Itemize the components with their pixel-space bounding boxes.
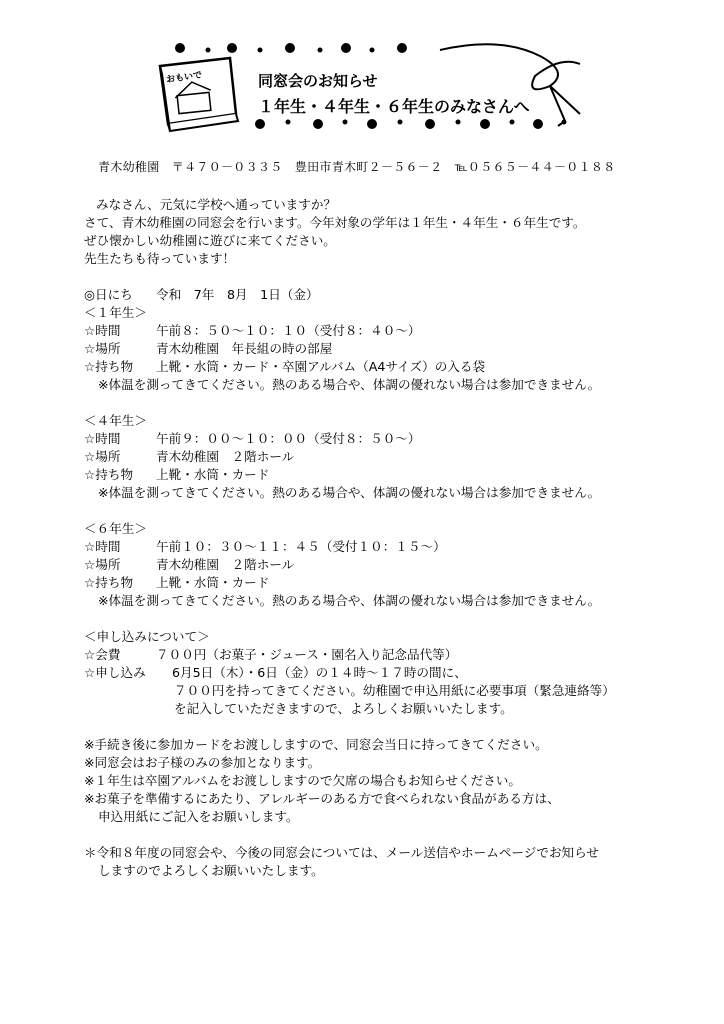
items-label: ☆持ち物 bbox=[84, 467, 134, 482]
intro-line: みなさん、元気に学校へ通っていますか？ bbox=[96, 197, 337, 212]
page-title: 同窓会のお知らせ bbox=[258, 72, 378, 90]
intro-line: 先生たちも待っています！ bbox=[84, 251, 236, 266]
kindergarten-address: 青木幼稚園 〒４７０－０３３５ 豊田市青木町２－５６－２ ℡０５６５－４４－０１８８ bbox=[98, 160, 616, 174]
items-value: 上靴・水筒・カード bbox=[156, 575, 270, 590]
grade-heading: ＜４年生＞ bbox=[84, 413, 147, 428]
book-badge-text: おもいで bbox=[165, 70, 203, 86]
date-line bbox=[84, 286, 714, 304]
place-label: ☆場所 bbox=[84, 449, 121, 464]
place-label: ☆場所 bbox=[84, 557, 121, 572]
apply-line: ７００円を持ってきてください。幼稚園で申込用紙に必要事項（緊急連絡等） bbox=[174, 683, 615, 698]
place-value: 青木幼稚園 ２階ホール bbox=[156, 449, 295, 464]
note-line: ※手続き後に参加カードをお渡ししますので、同窓会当日に持ってきてください。 bbox=[84, 737, 548, 752]
time-value: 午前８：５０～１０：１０（受付８：４０～） bbox=[156, 323, 421, 338]
note-line: ※お菓子を準備するにあたり、アレルギーのある方で食べられない食品がある方は、 bbox=[84, 791, 560, 806]
document-body bbox=[84, 196, 714, 880]
time-label: ☆時間 bbox=[84, 323, 121, 338]
place-label: ☆場所 bbox=[84, 341, 121, 356]
footer-line: ＊令和８年度の同窓会や、今後の同窓会については、メール送信やホームページでお知らせ bbox=[84, 845, 599, 860]
date-label: ◎日にち bbox=[84, 287, 133, 302]
note-line: 申込用紙にご記入をお願いします。 bbox=[98, 809, 299, 824]
time-value: 午前１０：３０～１１：４５（受付１０：１５～） bbox=[156, 539, 446, 554]
health-note: ※体温を測ってきてください。熱のある場合や、体調の優れない場合は参加できません。 bbox=[98, 485, 601, 500]
date-value: 令和 7年 8月 1日（金） bbox=[156, 287, 319, 302]
time-label: ☆時間 bbox=[84, 431, 121, 446]
intro-line: ぜひ懐かしい幼稚園に遊びに来てください。 bbox=[84, 233, 336, 248]
grade-heading: ＜６年生＞ bbox=[84, 521, 147, 536]
health-note: ※体温を測ってきてください。熱のある場合や、体調の優れない場合は参加できません。 bbox=[98, 593, 601, 608]
apply-value: 6月5日（木）・6日（金）の１４時～１７時の間に、 bbox=[172, 665, 467, 680]
health-note: ※体温を測ってきてください。熱のある場合や、体調の優れない場合は参加できません。 bbox=[98, 377, 601, 392]
place-value: 青木幼稚園 ２階ホール bbox=[156, 557, 295, 572]
application-heading: ＜申し込みについて＞ bbox=[84, 629, 210, 644]
place-value: 青木幼稚園 年長組の時の部屋 bbox=[156, 341, 333, 356]
note-line: ※１年生は卒園アルバムをお渡ししますので欠席の場合もお知らせください。 bbox=[84, 773, 521, 788]
items-label: ☆持ち物 bbox=[84, 575, 134, 590]
fee-label: ☆会費 bbox=[84, 647, 121, 662]
apply-line: を記入していただきますので、よろしくお願いいたします。 bbox=[174, 701, 513, 716]
intro-line: さて、青木幼稚園の同窓会を行います。今年対象の学年は１年生・４年生・６年生です。 bbox=[84, 215, 586, 230]
grade-heading: ＜１年生＞ bbox=[84, 305, 147, 320]
items-label: ☆持ち物 bbox=[84, 359, 134, 374]
fee-value: ７００円（お菓子・ジュース・園名入り記念品代等） bbox=[156, 647, 458, 662]
header-decoration bbox=[140, 36, 590, 146]
note-line: ※同窓会はお子様のみの参加となります。 bbox=[84, 755, 321, 770]
page-subtitle: １年生・４年生・６年生のみなさんへ bbox=[258, 97, 530, 116]
items-value: 上靴・水筒・カード bbox=[156, 467, 270, 482]
time-label: ☆時間 bbox=[84, 539, 121, 554]
items-value: 上靴・水筒・カード・卒園アルバム（A4サイズ）の入る袋 bbox=[156, 359, 486, 374]
apply-label: ☆申し込み bbox=[84, 665, 146, 680]
time-value: 午前９：００～１０：００（受付８：５０～） bbox=[156, 431, 421, 446]
footer-line: しますのでよろしくお願いいたします。 bbox=[98, 863, 324, 878]
